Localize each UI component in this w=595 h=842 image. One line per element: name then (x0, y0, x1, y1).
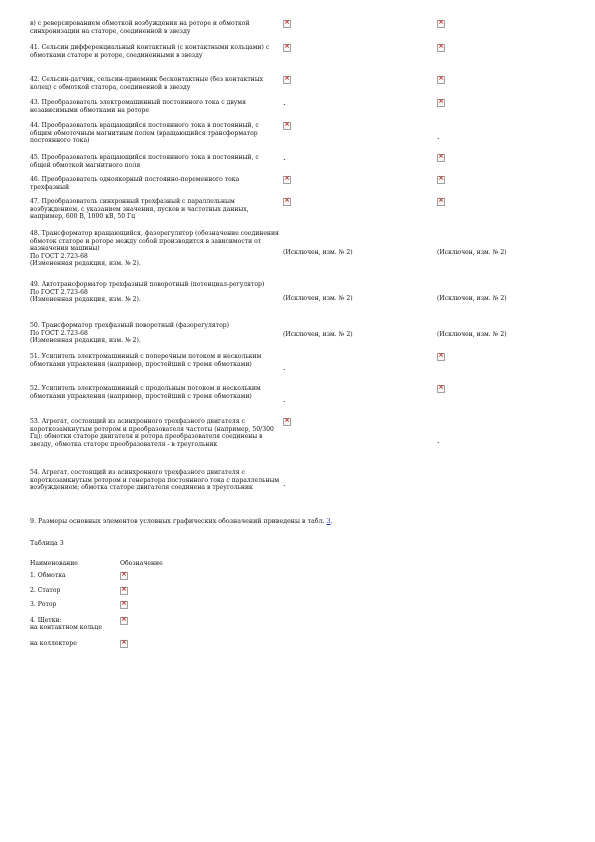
row-description: 49. Автотрансформатор трехфазный поворотный (потенциал-регулятор) По ГОСТ 2.723-68 (Измененная редакция, изм. № 2). (30, 281, 265, 304)
broken-image-icon (283, 198, 291, 206)
broken-image-icon (437, 44, 445, 52)
symbol-image (437, 76, 577, 87)
symbol-image (437, 198, 577, 209)
symbol-image (283, 198, 433, 209)
row-description: 50. Трансформатор трехфазный поворотный (фазорегулятор) По ГОСТ 2.723-68 (Измененная редакция, изм. № 2). (30, 322, 230, 345)
broken-image-icon (437, 76, 445, 84)
broken-image-icon (120, 572, 128, 580)
row-name: 2. Статор (30, 587, 61, 594)
empty-marker: . (283, 479, 286, 488)
row-symbol (120, 617, 128, 627)
paragraph-end: . (330, 518, 333, 525)
broken-image-icon (283, 176, 291, 184)
row-description: 46. Преобразователь одноякорный постоянно-переменного тока трехфазный (30, 176, 240, 191)
row-symbol (120, 640, 128, 650)
row-description: 51. Усилитель электромашинный с поперечным потоком и нескольким обмотками управления (например, простейший с тремя обмотками) (30, 353, 262, 368)
symbol-image (437, 20, 577, 31)
symbol-image (437, 353, 577, 364)
broken-image-icon (437, 99, 445, 107)
symbol-image (283, 44, 433, 55)
symbol-image (283, 418, 433, 429)
symbol-image (437, 176, 577, 187)
symbol-image (283, 76, 433, 87)
empty-marker: . (283, 395, 286, 404)
header-symbol: Обозначение (120, 560, 163, 567)
row-name: 3. Ротор (30, 601, 57, 608)
excluded-note: (Исключен, изм. № 2) (437, 295, 507, 302)
row-description: 45. Преобразователь вращающийся постоянного тока в постоянный, с общей обмоткой магнитного поля (30, 154, 259, 169)
row-description: 53. Агрегат, состоящий из асинхронного трехфазного двигателя с короткозамкнутым ротором и преобразователя частоты (например, 50/300 Гц); обмотки статоре двигателя и ротора преобразователя соединены в звезду, обмотка статоре преобразователя - в треугольник (30, 418, 274, 448)
empty-marker: . (283, 153, 286, 162)
row-description: 54. Агрегат, состоящий из асинхронного трехфазного двигателя с короткозамкнутым ротором и генератора постоянного тока с параллельным возбуждением; обмотка статоре двигателя соединена в треугольник (30, 469, 280, 492)
excluded-note: (Исключен, изм. № 2) (283, 249, 353, 256)
broken-image-icon (437, 198, 445, 206)
broken-image-icon (120, 601, 128, 609)
excluded-note: (Исключен, изм. № 2) (437, 249, 507, 256)
broken-image-icon (120, 617, 128, 625)
broken-image-icon (437, 154, 445, 162)
row-description: в) с реверсированием обмоткой возбуждения на роторе и обмоткой синхронизации на статоре, соединенной в звезду (30, 20, 250, 35)
row-description: 42. Сельсин-датчик, сельсин-приемник бесконтактные (без контактных колец) с обмоткой статора, соединенной в звезду (30, 76, 264, 91)
row-description: 43. Преобразователь электромашинный постоянного тока с двумя независимыми обмотками на роторе (30, 99, 246, 114)
broken-image-icon (120, 640, 128, 648)
row-description: 41. Сельсин дифференциальный контактный (с контактными кольцами) с обмотками статоре и роторе, соединенными в звезду (30, 44, 270, 59)
symbol-image (283, 176, 433, 187)
broken-image-icon (437, 176, 445, 184)
broken-image-icon (120, 587, 128, 595)
symbol-image (283, 122, 433, 133)
table-caption: Таблица 3 (30, 540, 64, 547)
row-description: 47. Преобразователь синхронный трехфазный с параллельным возбуждением, с указанием значения, пусков и частотных данных, например, 600 В, 1000 кВ, 50 Гц (30, 198, 249, 221)
row-description: 48. Трансформатор вращающийся, фазорегулятор (обозначение соединения обмоток статоре и роторе между собой производится в зависимости от назначения машины) По ГОСТ 2.723-68 (Измененная редакция, изм. № 2). (30, 230, 279, 268)
symbol-image (437, 154, 577, 165)
broken-image-icon (283, 122, 291, 130)
table-3-link[interactable]: 3 (326, 518, 331, 525)
excluded-note: (Исключен, изм. № 2) (437, 331, 507, 338)
paragraph-9 (30, 518, 570, 526)
empty-marker: . (437, 132, 440, 141)
broken-image-icon (283, 44, 291, 52)
broken-image-icon (437, 20, 445, 28)
row-name: на коллекторе (30, 640, 77, 647)
row-description: 52. Усилитель электромашинный с продольным потоком и нескольким обмотками управления (например, простейший с тремя обмотками) (30, 385, 261, 400)
excluded-note: (Исключен, изм. № 2) (283, 331, 353, 338)
symbol-image (437, 99, 577, 110)
symbol-image (437, 44, 577, 55)
broken-image-icon (283, 76, 291, 84)
empty-marker: . (283, 98, 286, 107)
header-name: Наименование (30, 560, 78, 567)
empty-marker: . (283, 363, 286, 372)
excluded-note: (Исключен, изм. № 2) (283, 295, 353, 302)
broken-image-icon (437, 353, 445, 361)
paragraph-text: 9. Размеры основных элементов условных графических обозначений приведены в табл. (30, 518, 327, 525)
row-symbol (120, 572, 128, 582)
symbol-image (437, 385, 577, 396)
row-name: 1. Обмотка (30, 572, 66, 579)
empty-marker: . (437, 436, 440, 445)
row-symbol (120, 601, 128, 611)
row-symbol (120, 587, 128, 597)
row-name: 4. Щетки: на контактном кольце (30, 617, 102, 632)
broken-image-icon (283, 418, 291, 426)
row-description: 44. Преобразователь вращающийся постоянного тока в постоянный, с общим обмоточным магнитным полем (вращающийся трансформатор постоянного тока) (30, 122, 259, 145)
broken-image-icon (437, 385, 445, 393)
symbol-image (283, 20, 433, 31)
broken-image-icon (283, 20, 291, 28)
